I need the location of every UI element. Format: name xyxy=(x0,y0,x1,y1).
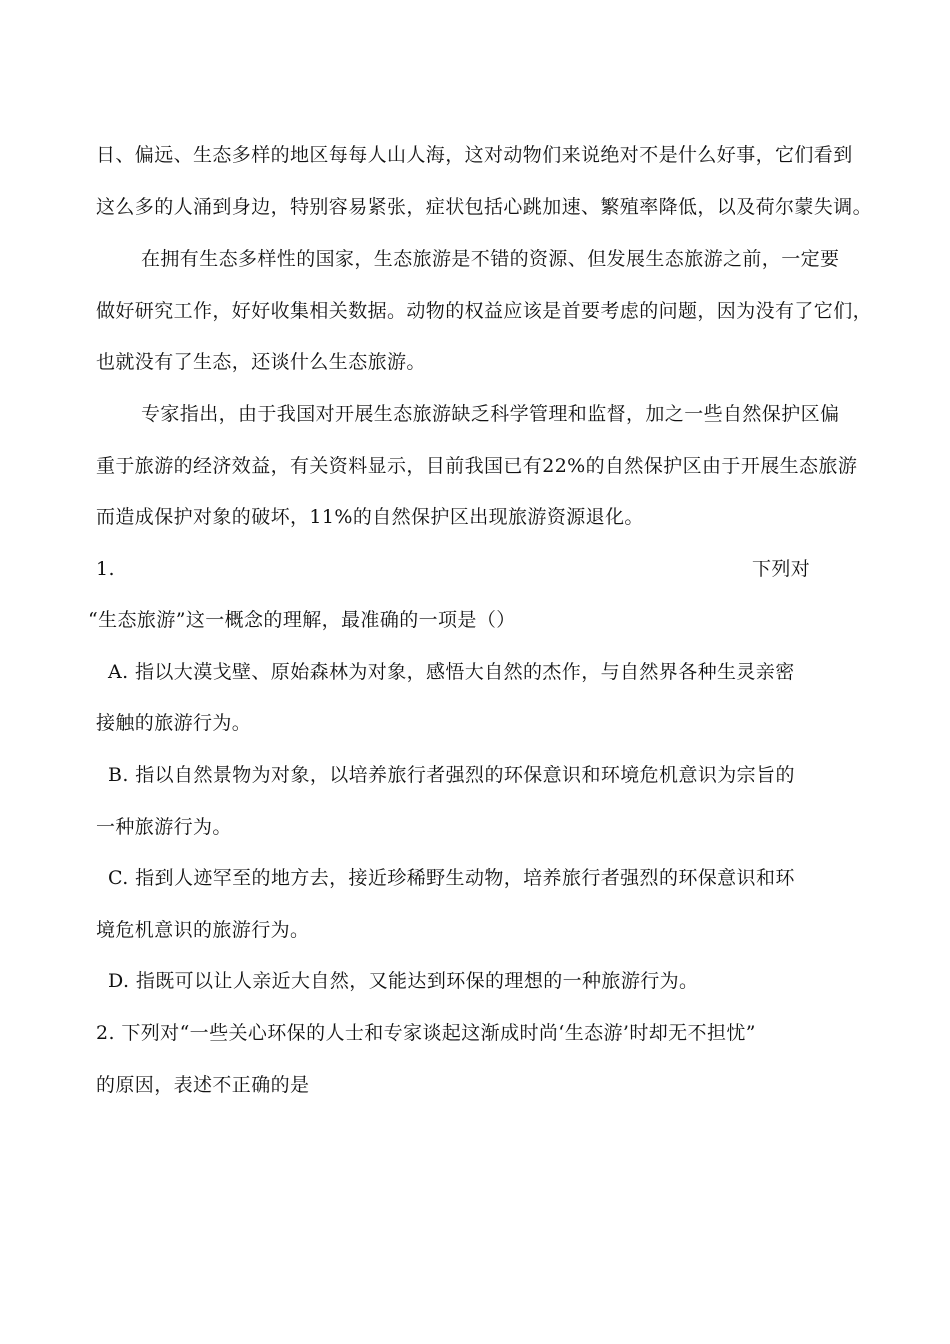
option-a: 接触的旅游行为。 xyxy=(96,712,252,734)
question-2-stem: 的原因，表述不正确的是 xyxy=(96,1074,310,1096)
question-2-stem: 2. 下列对“一些关心环保的人士和专家谈起这渐成时尚‘生态游’时却无不担忧” xyxy=(96,1022,756,1044)
passage-line: 这么多的人涌到身边，特别容易紧张，症状包括心跳加速、繁殖率降低，以及荷尔蒙失调。 xyxy=(96,196,873,218)
option-c: C. 指到人迹罕至的地方去，接近珍稀野生动物，培养旅行者强烈的环保意识和环 xyxy=(108,867,795,889)
passage-line: 而造成保护对象的破坏，11%的自然保护区出现旅游资源退化。 xyxy=(96,506,644,528)
option-a: A. 指以大漠戈壁、原始森林为对象，感悟大自然的杰作，与自然界各种生灵亲密 xyxy=(108,661,795,683)
passage-line: 日、偏远、生态多样的地区每每人山人海，这对动物们来说绝对不是什么好事，它们看到 xyxy=(96,144,853,166)
passage-line: 专家指出，由于我国对开展生态旅游缺乏科学管理和监督，加之一些自然保护区偏 xyxy=(141,403,840,425)
question-stem: 下列对 xyxy=(752,558,811,580)
question-stem: “生态旅游”这一概念的理解，最准确的一项是（） xyxy=(88,609,516,631)
option-b: B. 指以自然景物为对象，以培养旅行者强烈的环保意识和环境危机意识为宗旨的 xyxy=(108,764,795,786)
option-d: D. 指既可以让人亲近大自然，又能达到环保的理想的一种旅游行为。 xyxy=(108,970,699,992)
passage-line: 在拥有生态多样性的国家，生态旅游是不错的资源、但发展生态旅游之前，一定要 xyxy=(141,248,840,270)
option-c: 境危机意识的旅游行为。 xyxy=(96,919,310,941)
option-b: 一种旅游行为。 xyxy=(96,816,232,838)
passage-line: 重于旅游的经济效益，有关资料显示，目前我国已有22%的自然保护区由于开展生态旅游 xyxy=(96,455,858,477)
passage-line: 做好研究工作，好好收集相关数据。动物的权益应该是首要考虑的问题，因为没有了它们， xyxy=(96,300,873,322)
passage-line: 也就没有了生态，还谈什么生态旅游。 xyxy=(96,351,426,373)
question-number: 1. xyxy=(96,558,115,580)
